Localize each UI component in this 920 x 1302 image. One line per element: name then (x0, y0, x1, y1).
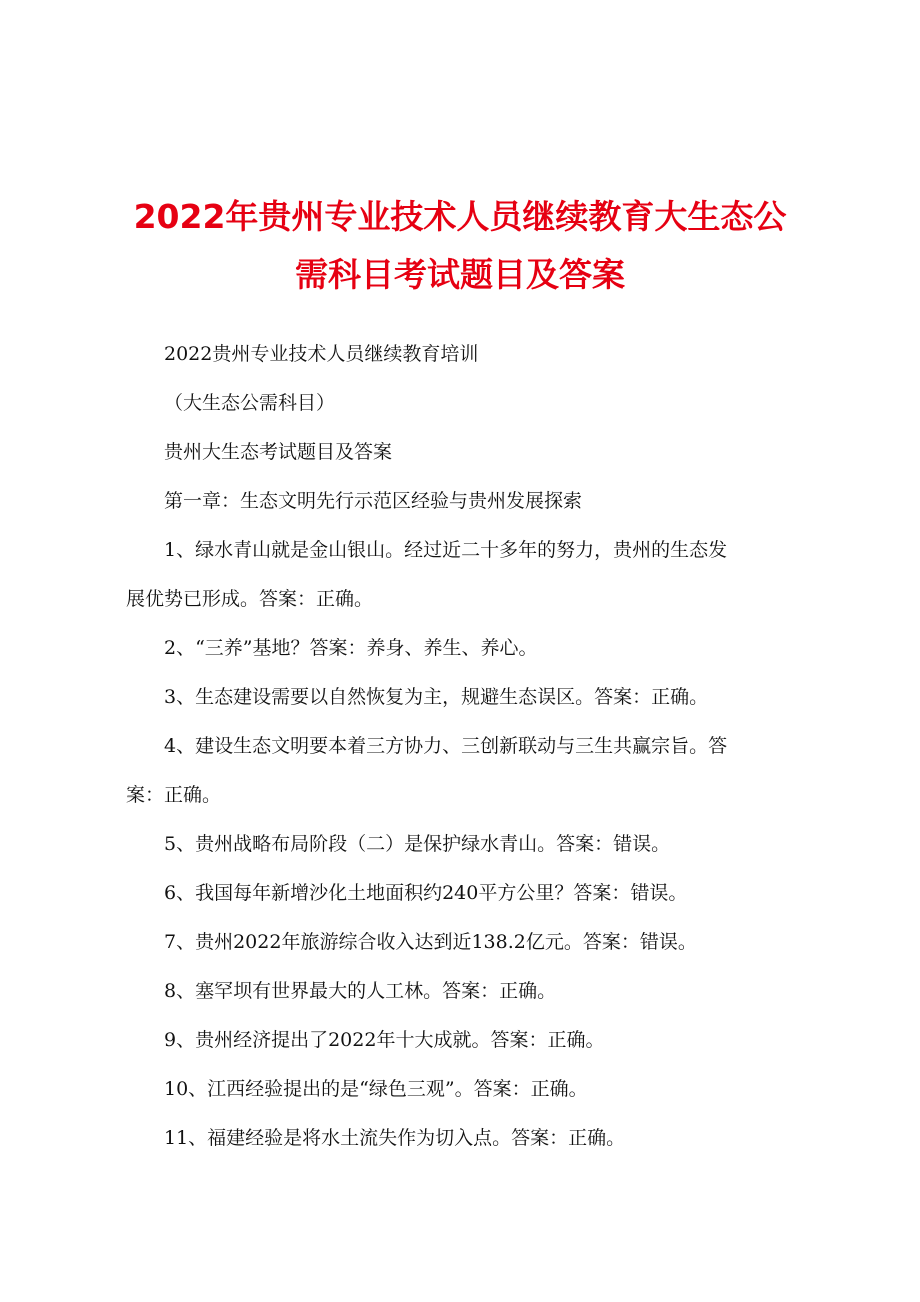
question-2: 2、“三养”基地？答案：养身、养生、养心。 (164, 637, 538, 659)
question-4-line-1: 4、建设生态文明要本着三方协力、三创新联动与三生共赢宗旨。答 (164, 735, 728, 757)
document-title-line-2: 需科目考试题目及答案 (295, 255, 625, 294)
chapter-heading: 第一章：生态文明先行示范区经验与贵州发展探索 (164, 490, 583, 512)
question-10: 10、江西经验提出的是“绿色三观”。答案：正确。 (164, 1078, 588, 1100)
question-3: 3、生态建设需要以自然恢复为主，规避生态误区。答案：正确。 (164, 686, 709, 708)
question-7: 7、贵州2022年旅游综合收入达到近138.2亿元。答案：错误。 (164, 931, 697, 953)
paragraph-heading: 贵州大生态考试题目及答案 (164, 441, 393, 463)
question-6: 6、我国每年新增沙化土地面积约240平方公里？答案：错误。 (164, 882, 688, 904)
question-1-line-1: 1、绿水青山就是金山银山。经过近二十多年的努力，贵州的生态发 (164, 539, 728, 561)
paragraph-intro: 2022贵州专业技术人员继续教育培训 (164, 343, 479, 365)
question-8: 8、塞罕坝有世界最大的人工林。答案：正确。 (164, 980, 557, 1002)
question-9: 9、贵州经济提出了2022年十大成就。答案：正确。 (164, 1029, 605, 1051)
paragraph-subject: （大生态公需科目） (164, 392, 336, 414)
question-1-line-2: 展优势已形成。答案：正确。 (126, 588, 374, 610)
question-4-line-2: 案：正确。 (126, 784, 222, 806)
question-5: 5、贵州战略布局阶段（二）是保护绿水青山。答案：错误。 (164, 833, 671, 855)
question-11: 11、福建经验是将水土流失作为切入点。答案：正确。 (164, 1127, 626, 1149)
document-title-line-1: 2022年贵州专业技术人员继续教育大生态公 (133, 197, 787, 236)
